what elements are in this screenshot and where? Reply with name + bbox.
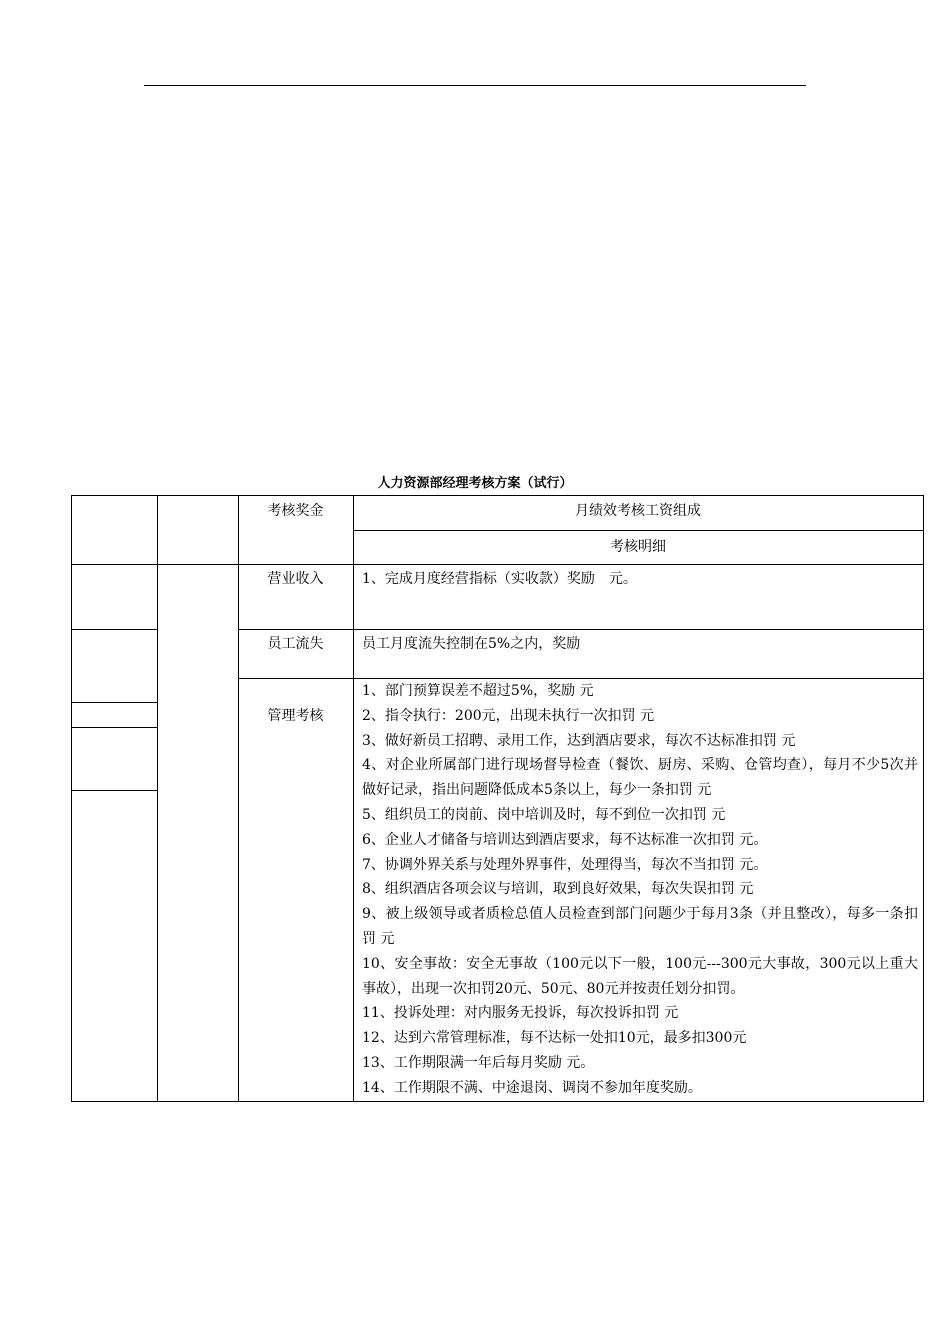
list-item: 9、被上级领导或者质检总值人员检查到部门问题少于每月3条（并且整改），每多一条扣罚 元 bbox=[362, 906, 918, 947]
document-title: 人力资源部经理考核方案（试行） bbox=[377, 476, 573, 491]
column-line-1 bbox=[157, 495, 158, 1102]
column-line-3 bbox=[353, 495, 354, 1102]
left-divider-c bbox=[71, 790, 157, 791]
header-bonus: 考核奖金 bbox=[267, 503, 324, 519]
list-item: 10、安全事故：安全无事故（100元以下一般，100元---300元大事故，300元以上重大事故），出现一次扣罚20元、50元、80元并按责任划分扣罚。 bbox=[362, 955, 918, 997]
left-divider-a bbox=[71, 702, 157, 703]
list-item: 8、组织酒店各项会议与培训，取到良好效果，每次失误扣罚 元 bbox=[362, 881, 754, 898]
table-border-left bbox=[71, 495, 72, 1102]
list-item: 13、工作期限满一年后每月奖励 元。 bbox=[362, 1054, 595, 1071]
list-item: 2、指令执行：200元，出现未执行一次扣罚 元 bbox=[362, 707, 655, 724]
list-item: 14、工作期限不满、中途退岗、调岗不参加年度奖励。 bbox=[362, 1079, 702, 1096]
row-label-management: 管理考核 bbox=[267, 708, 324, 724]
table-border-bottom bbox=[71, 1101, 924, 1102]
management-items bbox=[362, 679, 918, 1101]
left-divider-b bbox=[71, 727, 157, 728]
table-border-top bbox=[71, 495, 924, 496]
row-divider-1 bbox=[71, 629, 157, 630]
list-item: 11、投诉处理：对内服务无投诉，每次投诉扣罚 元 bbox=[362, 1005, 679, 1022]
list-item: 7、协调外界关系与处理外界事件，处理得当，每次不当扣罚 元。 bbox=[362, 856, 768, 873]
row-divider-1b bbox=[238, 629, 924, 630]
list-item: 6、企业人才储备与培训达到酒店要求，每不达标准一次扣罚 元。 bbox=[362, 831, 768, 848]
list-item: 3、做好新员工招聘、录用工作，达到酒店要求，每次不达标准扣罚 元 bbox=[362, 732, 796, 749]
row-text-revenue: 1、完成月度经营指标（实收款）奖励 元。 bbox=[362, 571, 637, 587]
list-item: 5、组织员工的岗前、岗中培训及时，每不到位一次扣罚 元 bbox=[362, 806, 726, 823]
list-item: 1、部门预算误差不超过5%，奖励 元 bbox=[362, 683, 594, 699]
row-text-turnover: 员工月度流失控制在5%之内，奖励 bbox=[362, 636, 581, 652]
row-label-revenue: 营业收入 bbox=[267, 571, 324, 587]
table-border-right bbox=[923, 495, 924, 1102]
row-label-turnover: 员工流失 bbox=[267, 636, 324, 652]
header-composition: 月绩效考核工资组成 bbox=[575, 503, 701, 519]
header-bottom bbox=[71, 564, 924, 565]
list-item: 4、对企业所属部门进行现场督导检查（餐饮、厨房、采购、仓管均查），每月不少5次并做好记录，指出问题降低成本5条以上，每少一条扣罚 元 bbox=[362, 757, 918, 799]
header-details: 考核明细 bbox=[610, 539, 666, 555]
list-item: 12、达到六常管理标准，每不达标一处扣10元，最多扣300元 bbox=[362, 1030, 747, 1047]
header-divider bbox=[353, 530, 924, 531]
